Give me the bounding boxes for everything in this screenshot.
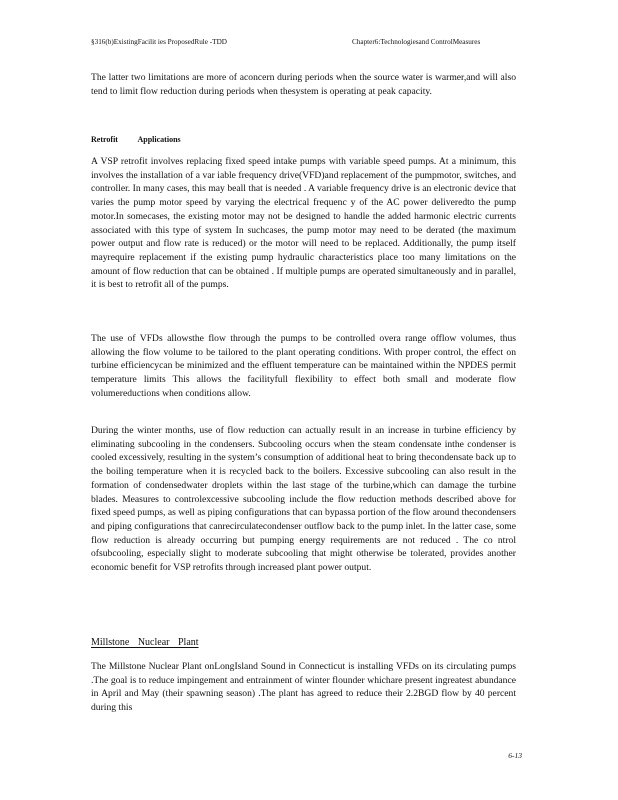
running-header-left: §316(b)ExistingFacilit ies ProposedRule -TDD bbox=[91, 38, 227, 46]
page-number: 6-13 bbox=[508, 751, 522, 760]
paragraph-vsp-retrofit: A VSP retrofit involves replacing fixed speed intake pumps with variable speed pumps. At a minimum, this involves the installation of a var iable frequency drive(VFD)and replacement of the pumpmotor, switches, and controller. In many cases, this may beall that is needed . A variable frequency drive is an electronic device that varies the pump motor speed by varying the electrical frequenc y of the AC power deliveredto the pump motor.In somecases, the existing motor may not be designed to handle the added harmonic electric currents associated with this type of system In suchcases, the pump motor may need to be derated (the maximum power output and flow rate is reduced) or the motor will need to be replaced. Additionally, the pump itself mayrequire replacement if the existing pump hydraulic characteristics place too many limitations on the amount of flow reduction that can be obtained . If multiple pumps are operated simultaneously and in parallel, it is best to retrofit all of the pumps. bbox=[91, 156, 516, 291]
running-header-right: Chapter6:Technologiesand ControlMeasures bbox=[352, 38, 481, 46]
paragraph-vfd-use: The use of VFDs allowsthe flow through the pumps to be controlled overa range offlow volumes, thus allowing the flow volume to be tailored to the plant operating conditions. With proper control, the effect on turbine efficiencycan be minimized and the effluent temperature can be maintained within the NPDES permit temperature limits This allows the facilityfull flexibility to effect both small and moderate flow volumereductions when conditions allow. bbox=[91, 333, 516, 399]
paragraph-winter-subcooling: During the winter months, use of flow reduction can actually result in an increase in turbine efficiency by eliminating subcooling in the condensers. Subcooling occurs when the steam condensate inthe condenser is cooled excessively, resulting in the system’s consumption of additional heat to bring thecondensate back up to the boiling temperature when it is recycled back to the boilers. Excessive subcooling can also result in the formation of condensedwater droplets within the last stage of the turbine,which can damage the turbine blades. Measures to controlexcessive subcooling include the flow reduction methods described above for fixed speed pumps, as well as piping configurations that can bypassa portion of the flow around thecondensers and piping configurations that canrecirculatecondenser outflow back to the pump inlet. In the latter case, some flow reduction is already occurring but pumping energy requirements are not reduced . The co ntrol ofsubcooling, especially slight to moderate subcooling that might otherwise be tolerated, provides another economic benefit for VSP retrofits through increased plant power output. bbox=[91, 425, 516, 574]
paragraph-millstone: The Millstone Nuclear Plant onLongIsland Sound in Connecticut is installing VFDs on its circulating pumps .The goal is to reduce impingement and entrainment of winter flounder whichare present ingreatest abundance in April and May (their spawning season) .The plant has agreed to reduce their 2.2BGD flow by 40 percent during this bbox=[91, 661, 516, 714]
paragraph-limitations: The latter two limitations are more of aconcern during periods when the source water is warmer,and will also tend to limit flow reduction during periods when thesystem is operating at peak capacity. bbox=[91, 72, 516, 97]
section-heading-millstone: Millstone Nuclear Plant bbox=[91, 637, 199, 648]
section-heading-retrofit-applications: Retrofit Applications bbox=[91, 135, 181, 144]
